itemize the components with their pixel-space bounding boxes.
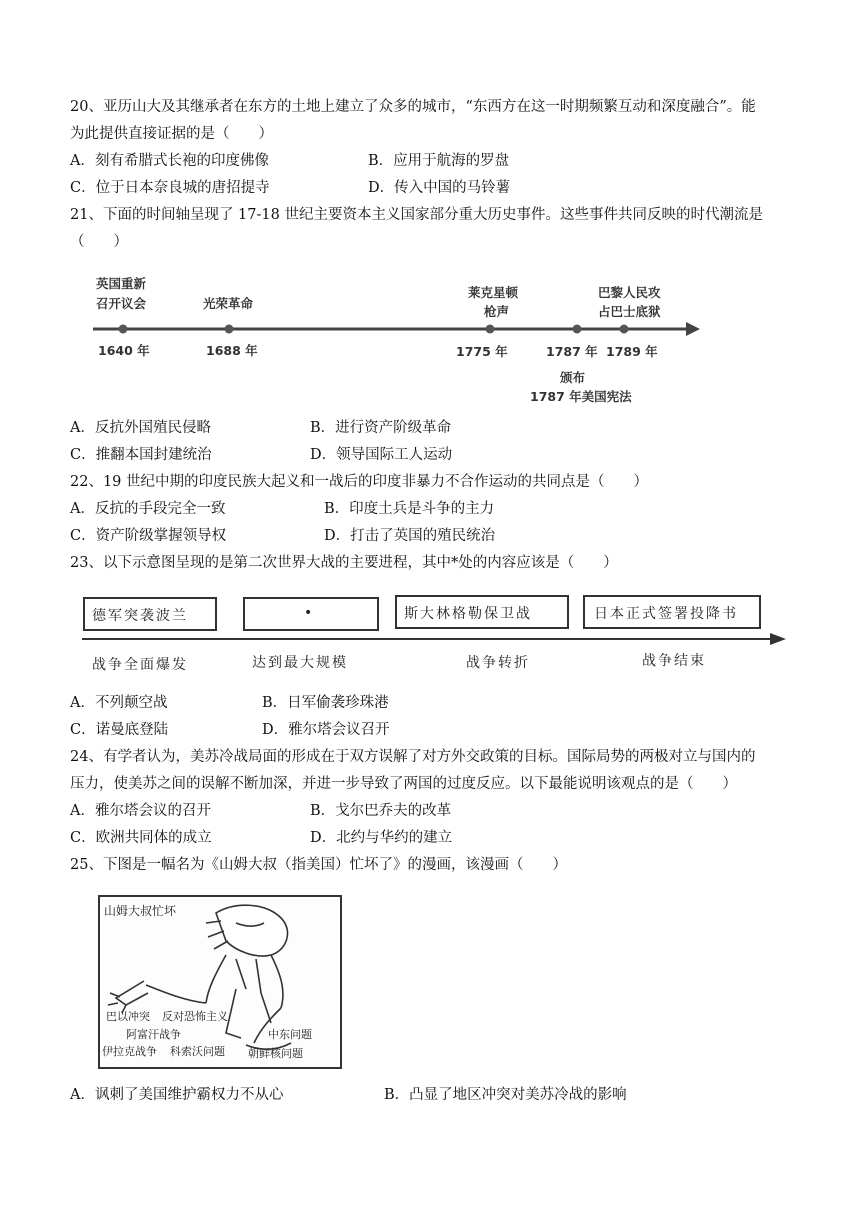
cartoon-title: 山姆大叔忙坏 <box>104 904 177 918</box>
q25-option-b: B．凸显了地区冲突对美苏冷战的影响 <box>384 1087 627 1103</box>
cartoon-label-3: 阿富汗战争 <box>126 1028 181 1041</box>
cartoon-label-4: 中东问题 <box>268 1028 312 1041</box>
q23-option-c: C．诺曼底登陆 <box>70 722 169 738</box>
tl-1789-label2: 占巴士底狱 <box>598 304 661 319</box>
q21-option-c: C．推翻本国封建统治 <box>70 447 212 463</box>
q24-option-a: A．雅尔塔会议的召开 <box>70 803 211 819</box>
q23-option-d: D．雅尔塔会议召开 <box>262 722 390 738</box>
q21-timeline-figure <box>88 270 708 415</box>
timeline-arrow <box>686 322 700 336</box>
tl-1688-label1: 光荣革命 <box>203 296 254 311</box>
q20-option-d: D．传入中国的马铃薯 <box>368 180 511 196</box>
tl-dot-1787 <box>573 325 582 334</box>
tl-1775-label1: 莱克星顿 <box>468 285 519 300</box>
q24-stem-line1: 24、有学者认为，美苏冷战局面的形成在于双方误解了对方外交政策的目标。国际局势的两极对立与国内的 <box>70 749 756 765</box>
ww2-box-1-text: 德军突袭波兰 <box>92 608 188 624</box>
q25-stem: 25、下图是一幅名为《山姆大叔（指美国）忙坏了》的漫画，该漫画（ ） <box>70 857 567 873</box>
q23-ww2-diagram <box>76 585 792 685</box>
ww2-stage-3: 战争转折 <box>466 655 530 671</box>
q24-option-c: C．欧洲共同体的成立 <box>70 830 212 846</box>
q21-stem-line2: （ ） <box>70 234 128 250</box>
tl-dot-1688 <box>225 325 234 334</box>
q21-stem-line1: 21、下面的时间轴呈现了 17-18 世纪主要资本主义国家部分重大历史事件。这些事件共同反映的时代潮流是 <box>70 207 763 223</box>
q20-stem-line1: 20、亚历山大及其继承者在东方的土地上建立了众多的城市，“东西方在这一时期频繁互动和深度融合”。能 <box>70 99 756 115</box>
q22-option-d: D．打击了英国的殖民统治 <box>324 528 496 544</box>
tl-dot-1775 <box>486 325 495 334</box>
q23-option-b: B．日军偷袭珍珠港 <box>262 695 389 711</box>
cartoon-label-5: 伊拉克战争 <box>102 1045 157 1058</box>
tl-1789-year: 1789 年 <box>606 344 658 359</box>
ww2-axis-arrow <box>770 633 786 645</box>
tl-1789-label1: 巴黎人民攻 <box>598 285 661 300</box>
ww2-stage-2: 达到最大规模 <box>252 655 348 671</box>
ww2-box-2-marker: • <box>304 605 315 621</box>
q20-option-c: C．位于日本奈良城的唐招提寺 <box>70 180 270 196</box>
q22-option-c: C．资产阶级掌握领导权 <box>70 528 227 544</box>
q20-option-b: B．应用于航海的罗盘 <box>368 153 510 169</box>
tl-below-label2: 1787 年美国宪法 <box>530 389 632 404</box>
tl-1775-label2: 枪声 <box>484 304 510 319</box>
tl-1688-year: 1688 年 <box>206 343 258 358</box>
tl-below-label1: 颁布 <box>560 370 586 385</box>
tl-dot-1789 <box>620 325 629 334</box>
tl-1640-year: 1640 年 <box>98 343 150 358</box>
q22-stem: 22、19 世纪中期的印度民族大起义和一战后的印度非暴力不合作运动的共同点是（ ） <box>70 474 649 490</box>
ww2-stage-4: 战争结束 <box>642 653 706 669</box>
q21-option-a: A．反抗外国殖民侵略 <box>70 420 211 436</box>
q24-stem-line2: 压力，使美苏之间的误解不断加深，并进一步导致了两国的过度反应。以下最能说明该观点的是（ ） <box>70 776 737 792</box>
tl-1787-year: 1787 年 <box>546 344 598 359</box>
q23-option-a: A．不列颠空战 <box>70 695 168 711</box>
q20-option-a: A．刻有希腊式长袍的印度佛像 <box>70 153 269 169</box>
ww2-box-3-text: 斯大林格勒保卫战 <box>404 606 532 622</box>
q25-option-a: A．讽刺了美国维护霸权力不从心 <box>70 1087 284 1103</box>
q22-option-b: B．印度土兵是斗争的主力 <box>324 501 495 517</box>
q24-option-b: B．戈尔巴乔夫的改革 <box>310 803 452 819</box>
cartoon-label-1: 巴以冲突 <box>106 1010 150 1023</box>
ww2-box-4-text: 日本正式签署投降书 <box>594 606 738 622</box>
cartoon-label-7: 朝鲜核问题 <box>248 1047 303 1060</box>
q25-cartoon <box>96 893 344 1073</box>
q23-stem: 23、以下示意图呈现的是第二次世界大战的主要进程，其中*处的内容应该是（ ） <box>70 555 618 571</box>
q22-option-a: A．反抗的手段完全一致 <box>70 501 226 517</box>
tl-1775-year: 1775 年 <box>456 344 508 359</box>
tl-1640-label1: 英国重新 <box>96 276 147 291</box>
cartoon-label-2: 反对恐怖主义 <box>162 1010 228 1023</box>
cartoon-label-6: 科索沃问题 <box>170 1045 225 1058</box>
tl-dot-1640 <box>119 325 128 334</box>
q20-stem-line2: 为此提供直接证据的是（ ） <box>70 126 273 142</box>
q21-option-d: D．领导国际工人运动 <box>310 447 453 463</box>
q21-option-b: B．进行资产阶级革命 <box>310 420 452 436</box>
ww2-stage-1: 战争全面爆发 <box>92 657 188 673</box>
q24-option-d: D．北约与华约的建立 <box>310 830 453 846</box>
tl-1640-label2: 召开议会 <box>96 296 147 311</box>
